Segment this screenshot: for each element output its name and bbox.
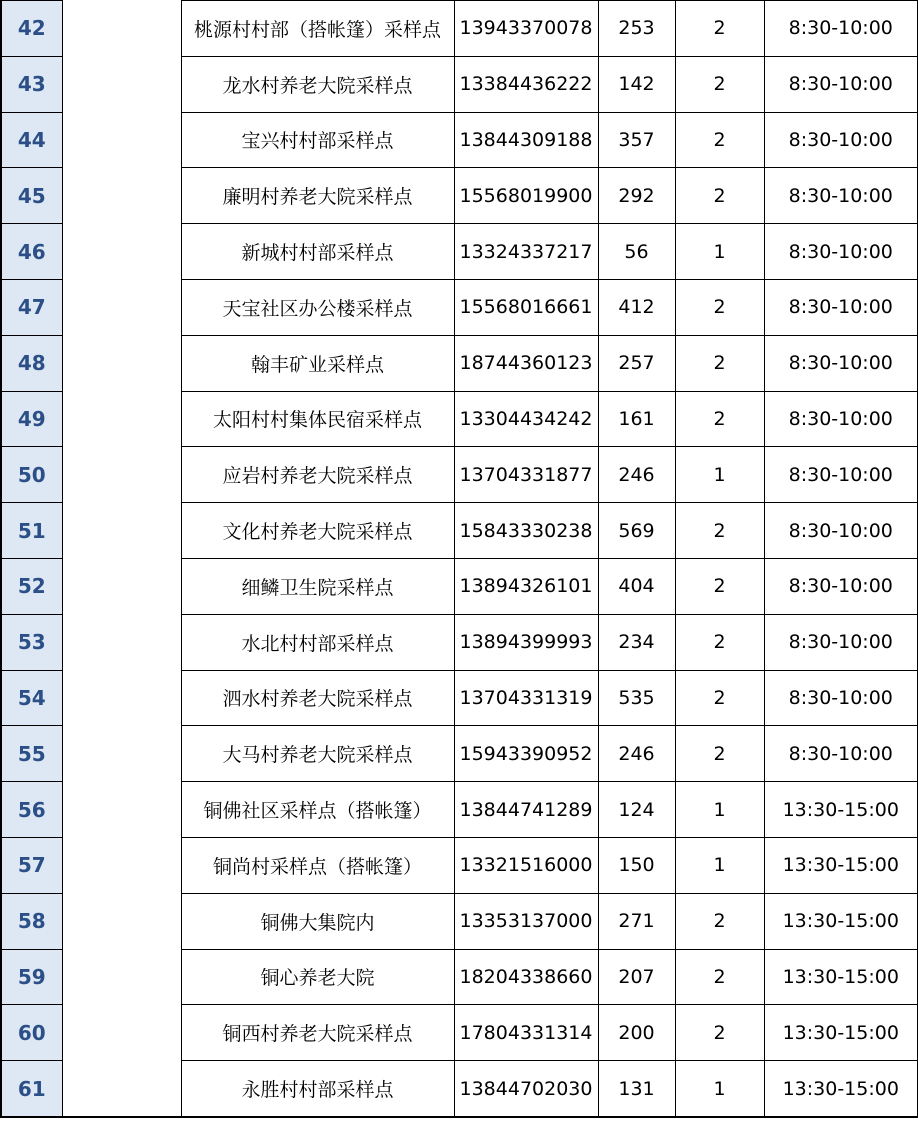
table-row	[1, 503, 918, 559]
merged-cell	[62, 447, 181, 503]
sampling-time: 8:30-10:00	[764, 168, 918, 224]
sampling-time: 8:30-10:00	[764, 279, 918, 335]
site-name: 铜佛社区采样点（搭帐篷）	[181, 782, 454, 838]
site-name: 桃源村村部（搭帐篷）采样点	[181, 1, 454, 57]
people-count: 124	[598, 782, 675, 838]
table-row	[1, 670, 918, 726]
site-name: 太阳村村集体民宿采样点	[181, 391, 454, 447]
table-row	[1, 447, 918, 503]
sampling-time: 13:30-15:00	[764, 782, 918, 838]
contact-phone: 13704331877	[454, 447, 598, 503]
table-row	[1, 726, 918, 782]
row-number: 53	[1, 614, 62, 670]
table-body	[1, 1, 918, 1117]
team-count: 2	[675, 1005, 764, 1061]
row-number: 58	[1, 893, 62, 949]
people-count: 56	[598, 224, 675, 280]
site-name: 永胜村村部采样点	[181, 1061, 454, 1117]
row-number: 54	[1, 670, 62, 726]
row-number: 49	[1, 391, 62, 447]
contact-phone: 18204338660	[454, 949, 598, 1005]
table-row	[1, 893, 918, 949]
contact-phone: 15568016661	[454, 279, 598, 335]
site-name: 铜尚村采样点（搭帐篷）	[181, 837, 454, 893]
sampling-time: 8:30-10:00	[764, 56, 918, 112]
contact-phone: 15943390952	[454, 726, 598, 782]
row-number: 61	[1, 1061, 62, 1117]
merged-cell	[62, 670, 181, 726]
row-number: 50	[1, 447, 62, 503]
team-count: 2	[675, 56, 764, 112]
contact-phone: 15568019900	[454, 168, 598, 224]
sampling-time: 8:30-10:00	[764, 224, 918, 280]
team-count: 1	[675, 837, 764, 893]
table-row	[1, 112, 918, 168]
contact-phone: 13353137000	[454, 893, 598, 949]
contact-phone: 13943370078	[454, 1, 598, 57]
row-number: 48	[1, 335, 62, 391]
sampling-time: 8:30-10:00	[764, 670, 918, 726]
sampling-time: 13:30-15:00	[764, 1005, 918, 1061]
site-name: 廉明村养老大院采样点	[181, 168, 454, 224]
people-count: 404	[598, 558, 675, 614]
contact-phone: 13384436222	[454, 56, 598, 112]
site-name: 翰丰矿业采样点	[181, 335, 454, 391]
site-name: 宝兴村村部采样点	[181, 112, 454, 168]
people-count: 412	[598, 279, 675, 335]
site-name: 新城村村部采样点	[181, 224, 454, 280]
sampling-time: 13:30-15:00	[764, 893, 918, 949]
merged-cell	[62, 224, 181, 280]
merged-cell	[62, 837, 181, 893]
people-count: 253	[598, 1, 675, 57]
people-count: 142	[598, 56, 675, 112]
table-row	[1, 1, 918, 57]
merged-cell	[62, 782, 181, 838]
merged-cell	[62, 335, 181, 391]
merged-cell	[62, 279, 181, 335]
row-number: 56	[1, 782, 62, 838]
contact-phone: 13324337217	[454, 224, 598, 280]
contact-phone: 13894399993	[454, 614, 598, 670]
people-count: 207	[598, 949, 675, 1005]
site-name: 龙水村养老大院采样点	[181, 56, 454, 112]
table-row	[1, 279, 918, 335]
site-name: 大马村养老大院采样点	[181, 726, 454, 782]
site-name: 应岩村养老大院采样点	[181, 447, 454, 503]
sampling-time: 8:30-10:00	[764, 503, 918, 559]
row-number: 57	[1, 837, 62, 893]
table-row	[1, 949, 918, 1005]
merged-cell	[62, 56, 181, 112]
sampling-time: 8:30-10:00	[764, 391, 918, 447]
people-count: 357	[598, 112, 675, 168]
team-count: 2	[675, 893, 764, 949]
row-number: 52	[1, 558, 62, 614]
site-name: 天宝社区办公楼采样点	[181, 279, 454, 335]
site-name: 文化村养老大院采样点	[181, 503, 454, 559]
table-row	[1, 1005, 918, 1061]
merged-cell	[62, 168, 181, 224]
team-count: 2	[675, 391, 764, 447]
team-count: 2	[675, 503, 764, 559]
contact-phone: 18744360123	[454, 335, 598, 391]
sampling-time: 8:30-10:00	[764, 614, 918, 670]
site-name: 铜西村养老大院采样点	[181, 1005, 454, 1061]
site-name: 水北村村部采样点	[181, 614, 454, 670]
table-row	[1, 614, 918, 670]
team-count: 2	[675, 168, 764, 224]
team-count: 2	[675, 112, 764, 168]
sampling-time: 8:30-10:00	[764, 1, 918, 57]
sampling-time: 8:30-10:00	[764, 447, 918, 503]
table-row	[1, 837, 918, 893]
merged-cell	[62, 391, 181, 447]
people-count: 257	[598, 335, 675, 391]
merged-cell	[62, 112, 181, 168]
team-count: 2	[675, 335, 764, 391]
people-count: 569	[598, 503, 675, 559]
table-row	[1, 224, 918, 280]
contact-phone: 13844702030	[454, 1061, 598, 1117]
contact-phone: 13304434242	[454, 391, 598, 447]
table-row	[1, 391, 918, 447]
merged-cell	[62, 949, 181, 1005]
people-count: 246	[598, 726, 675, 782]
team-count: 2	[675, 614, 764, 670]
row-number: 60	[1, 1005, 62, 1061]
site-name: 铜心养老大院	[181, 949, 454, 1005]
sampling-time: 13:30-15:00	[764, 837, 918, 893]
contact-phone: 13894326101	[454, 558, 598, 614]
merged-cell	[62, 1061, 181, 1117]
team-count: 2	[675, 558, 764, 614]
row-number: 45	[1, 168, 62, 224]
table-row	[1, 558, 918, 614]
team-count: 1	[675, 224, 764, 280]
sampling-time: 8:30-10:00	[764, 558, 918, 614]
people-count: 271	[598, 893, 675, 949]
contact-phone: 13704331319	[454, 670, 598, 726]
sampling-time: 8:30-10:00	[764, 726, 918, 782]
people-count: 200	[598, 1005, 675, 1061]
team-count: 2	[675, 949, 764, 1005]
table-row	[1, 1061, 918, 1117]
people-count: 150	[598, 837, 675, 893]
people-count: 161	[598, 391, 675, 447]
table-row	[1, 56, 918, 112]
team-count: 2	[675, 726, 764, 782]
site-name: 细鳞卫生院采样点	[181, 558, 454, 614]
people-count: 535	[598, 670, 675, 726]
merged-cell	[62, 893, 181, 949]
sampling-time: 13:30-15:00	[764, 1061, 918, 1117]
team-count: 2	[675, 670, 764, 726]
sampling-time: 8:30-10:00	[764, 335, 918, 391]
merged-cell	[62, 614, 181, 670]
team-count: 2	[675, 1, 764, 57]
row-number: 55	[1, 726, 62, 782]
row-number: 51	[1, 503, 62, 559]
merged-cell	[62, 558, 181, 614]
merged-cell	[62, 1, 181, 57]
team-count: 2	[675, 279, 764, 335]
row-number: 43	[1, 56, 62, 112]
merged-cell	[62, 726, 181, 782]
table-row	[1, 168, 918, 224]
people-count: 246	[598, 447, 675, 503]
contact-phone: 13321516000	[454, 837, 598, 893]
row-number: 46	[1, 224, 62, 280]
site-name: 铜佛大集院内	[181, 893, 454, 949]
table-row	[1, 335, 918, 391]
row-number: 44	[1, 112, 62, 168]
merged-cell	[62, 503, 181, 559]
team-count: 1	[675, 447, 764, 503]
sampling-time: 13:30-15:00	[764, 949, 918, 1005]
row-number: 47	[1, 279, 62, 335]
team-count: 1	[675, 782, 764, 838]
row-number: 42	[1, 1, 62, 57]
contact-phone: 13844741289	[454, 782, 598, 838]
contact-phone: 17804331314	[454, 1005, 598, 1061]
people-count: 234	[598, 614, 675, 670]
merged-cell	[62, 1005, 181, 1061]
table-row	[1, 782, 918, 838]
contact-phone: 15843330238	[454, 503, 598, 559]
contact-phone: 13844309188	[454, 112, 598, 168]
row-number: 59	[1, 949, 62, 1005]
people-count: 131	[598, 1061, 675, 1117]
team-count: 1	[675, 1061, 764, 1117]
site-name: 泗水村养老大院采样点	[181, 670, 454, 726]
people-count: 292	[598, 168, 675, 224]
sampling-time: 8:30-10:00	[764, 112, 918, 168]
